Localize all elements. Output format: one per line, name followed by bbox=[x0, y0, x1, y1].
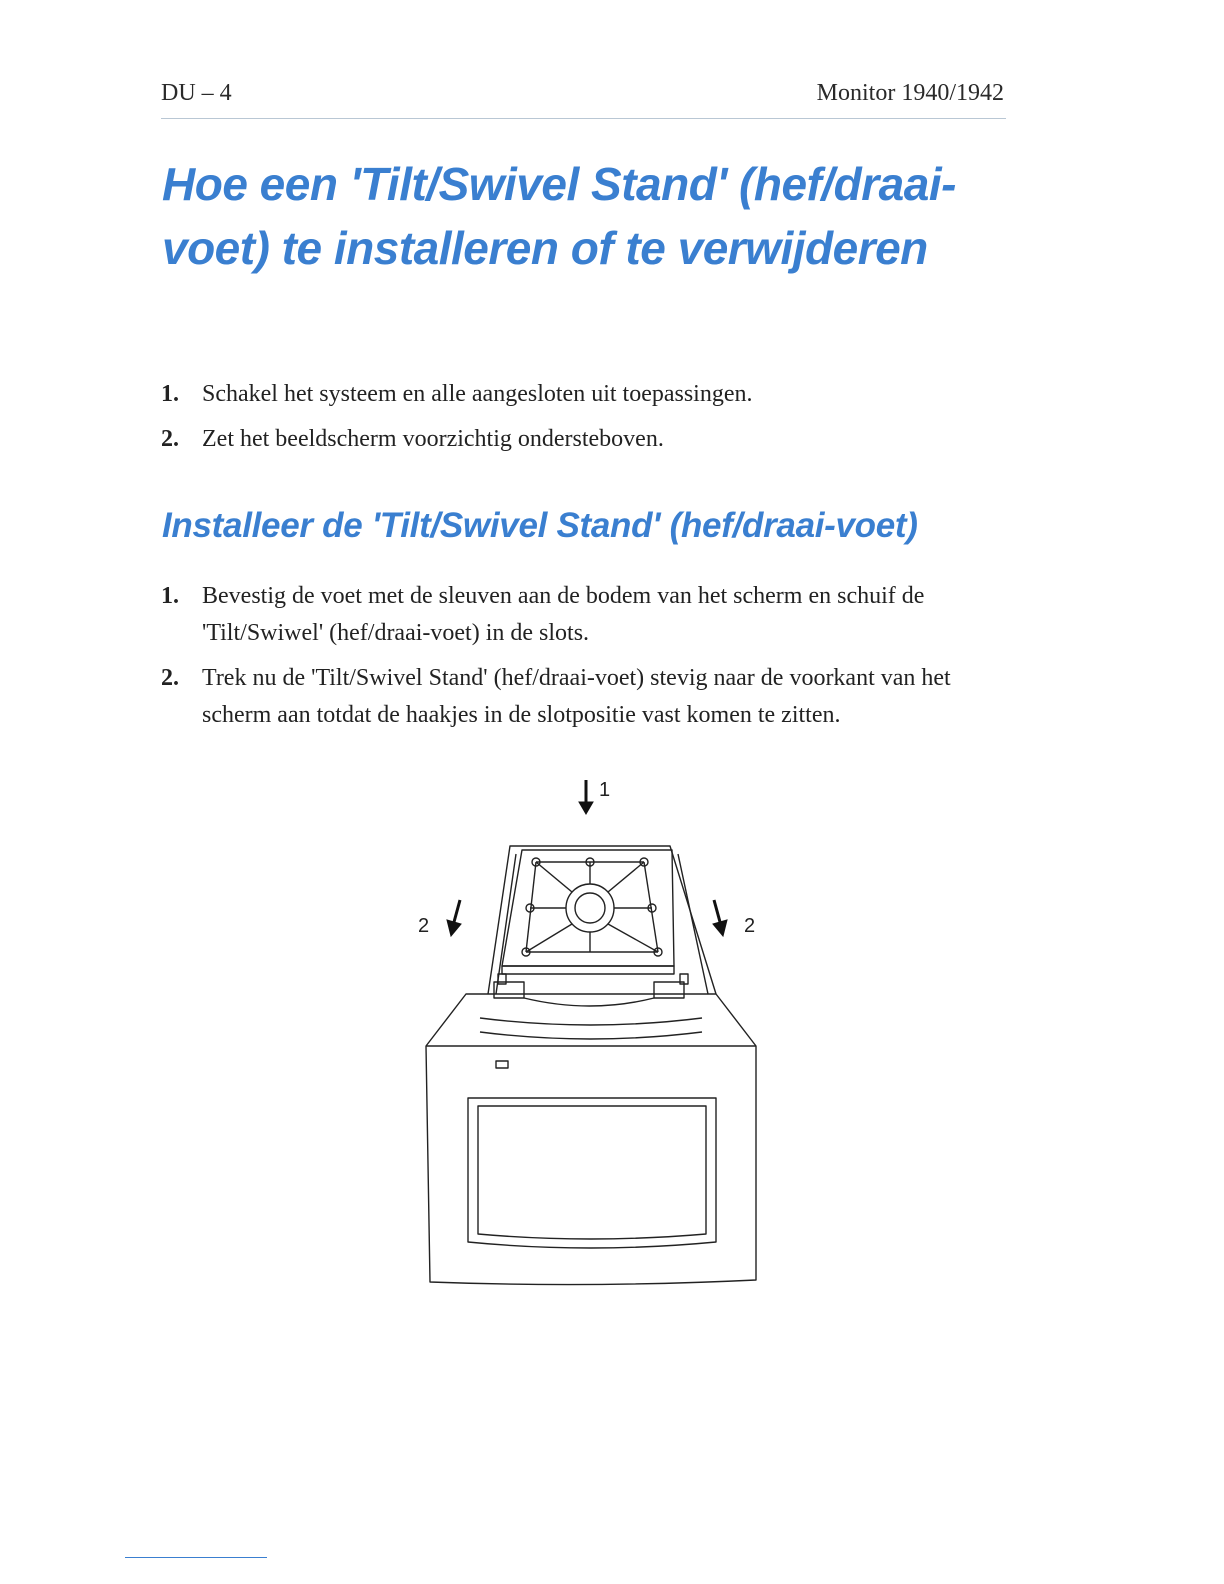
monitor-screen-outer bbox=[468, 1098, 716, 1248]
arrow-label-2-left: 2 bbox=[418, 915, 430, 937]
step-number: 1. bbox=[161, 381, 179, 407]
monitor-stand-drawing bbox=[410, 770, 770, 1300]
monitor-ridge bbox=[480, 1018, 702, 1025]
arrow-label-1: 1 bbox=[599, 779, 611, 801]
section-title: Installeer de 'Tilt/Swivel Stand' (hef/draai-voet) bbox=[162, 506, 918, 545]
install-steps-list bbox=[161, 578, 1011, 742]
intro-steps-list bbox=[161, 376, 1011, 466]
power-led bbox=[496, 1061, 508, 1068]
footer-rule bbox=[125, 1557, 267, 1558]
monitor-screen-inner bbox=[478, 1106, 706, 1239]
product-name: Monitor 1940/1942 bbox=[816, 80, 1004, 106]
page-title: Hoe een 'Tilt/Swivel Stand' (hef/draai-voet) te installeren of te verwijderen bbox=[162, 158, 956, 274]
page-number: DU – 4 bbox=[161, 80, 232, 106]
step-text: Schakel het systeem en alle aangesloten uit toepassingen. bbox=[202, 381, 753, 407]
list-item bbox=[161, 421, 1011, 458]
step-text: Zet het beeldscherm voorzichtig ondersteboven. bbox=[202, 426, 664, 452]
step-number: 1. bbox=[161, 583, 179, 609]
arrow-label-2-right: 2 bbox=[744, 915, 756, 937]
list-item bbox=[161, 376, 1011, 413]
arrow-down-left-icon bbox=[454, 900, 460, 922]
monitor-ridge-lower bbox=[480, 1032, 702, 1039]
arrow-down-right-icon bbox=[714, 900, 720, 922]
monitor-neck bbox=[488, 846, 716, 994]
arrow-head-icon bbox=[579, 802, 593, 814]
stand-center-ring bbox=[566, 884, 614, 932]
list-item bbox=[161, 578, 1011, 652]
step-number: 2. bbox=[161, 426, 179, 452]
header-rule bbox=[161, 118, 1006, 119]
step-number: 2. bbox=[161, 665, 179, 691]
step-text: Trek nu de 'Tilt/Swivel Stand' (hef/draai-voet) stevig naar de voorkant van het scherm aan totdat de haakjes in de slotpositie vast komen te zitten. bbox=[202, 665, 951, 728]
step-text: Bevestig de voet met de sleuven aan de bodem van het scherm en schuif de 'Tilt/Swiwel' (hef/draai-voet) in de slots. bbox=[202, 583, 925, 646]
monitor-stand-illustration bbox=[410, 770, 770, 1305]
list-item bbox=[161, 660, 1011, 734]
